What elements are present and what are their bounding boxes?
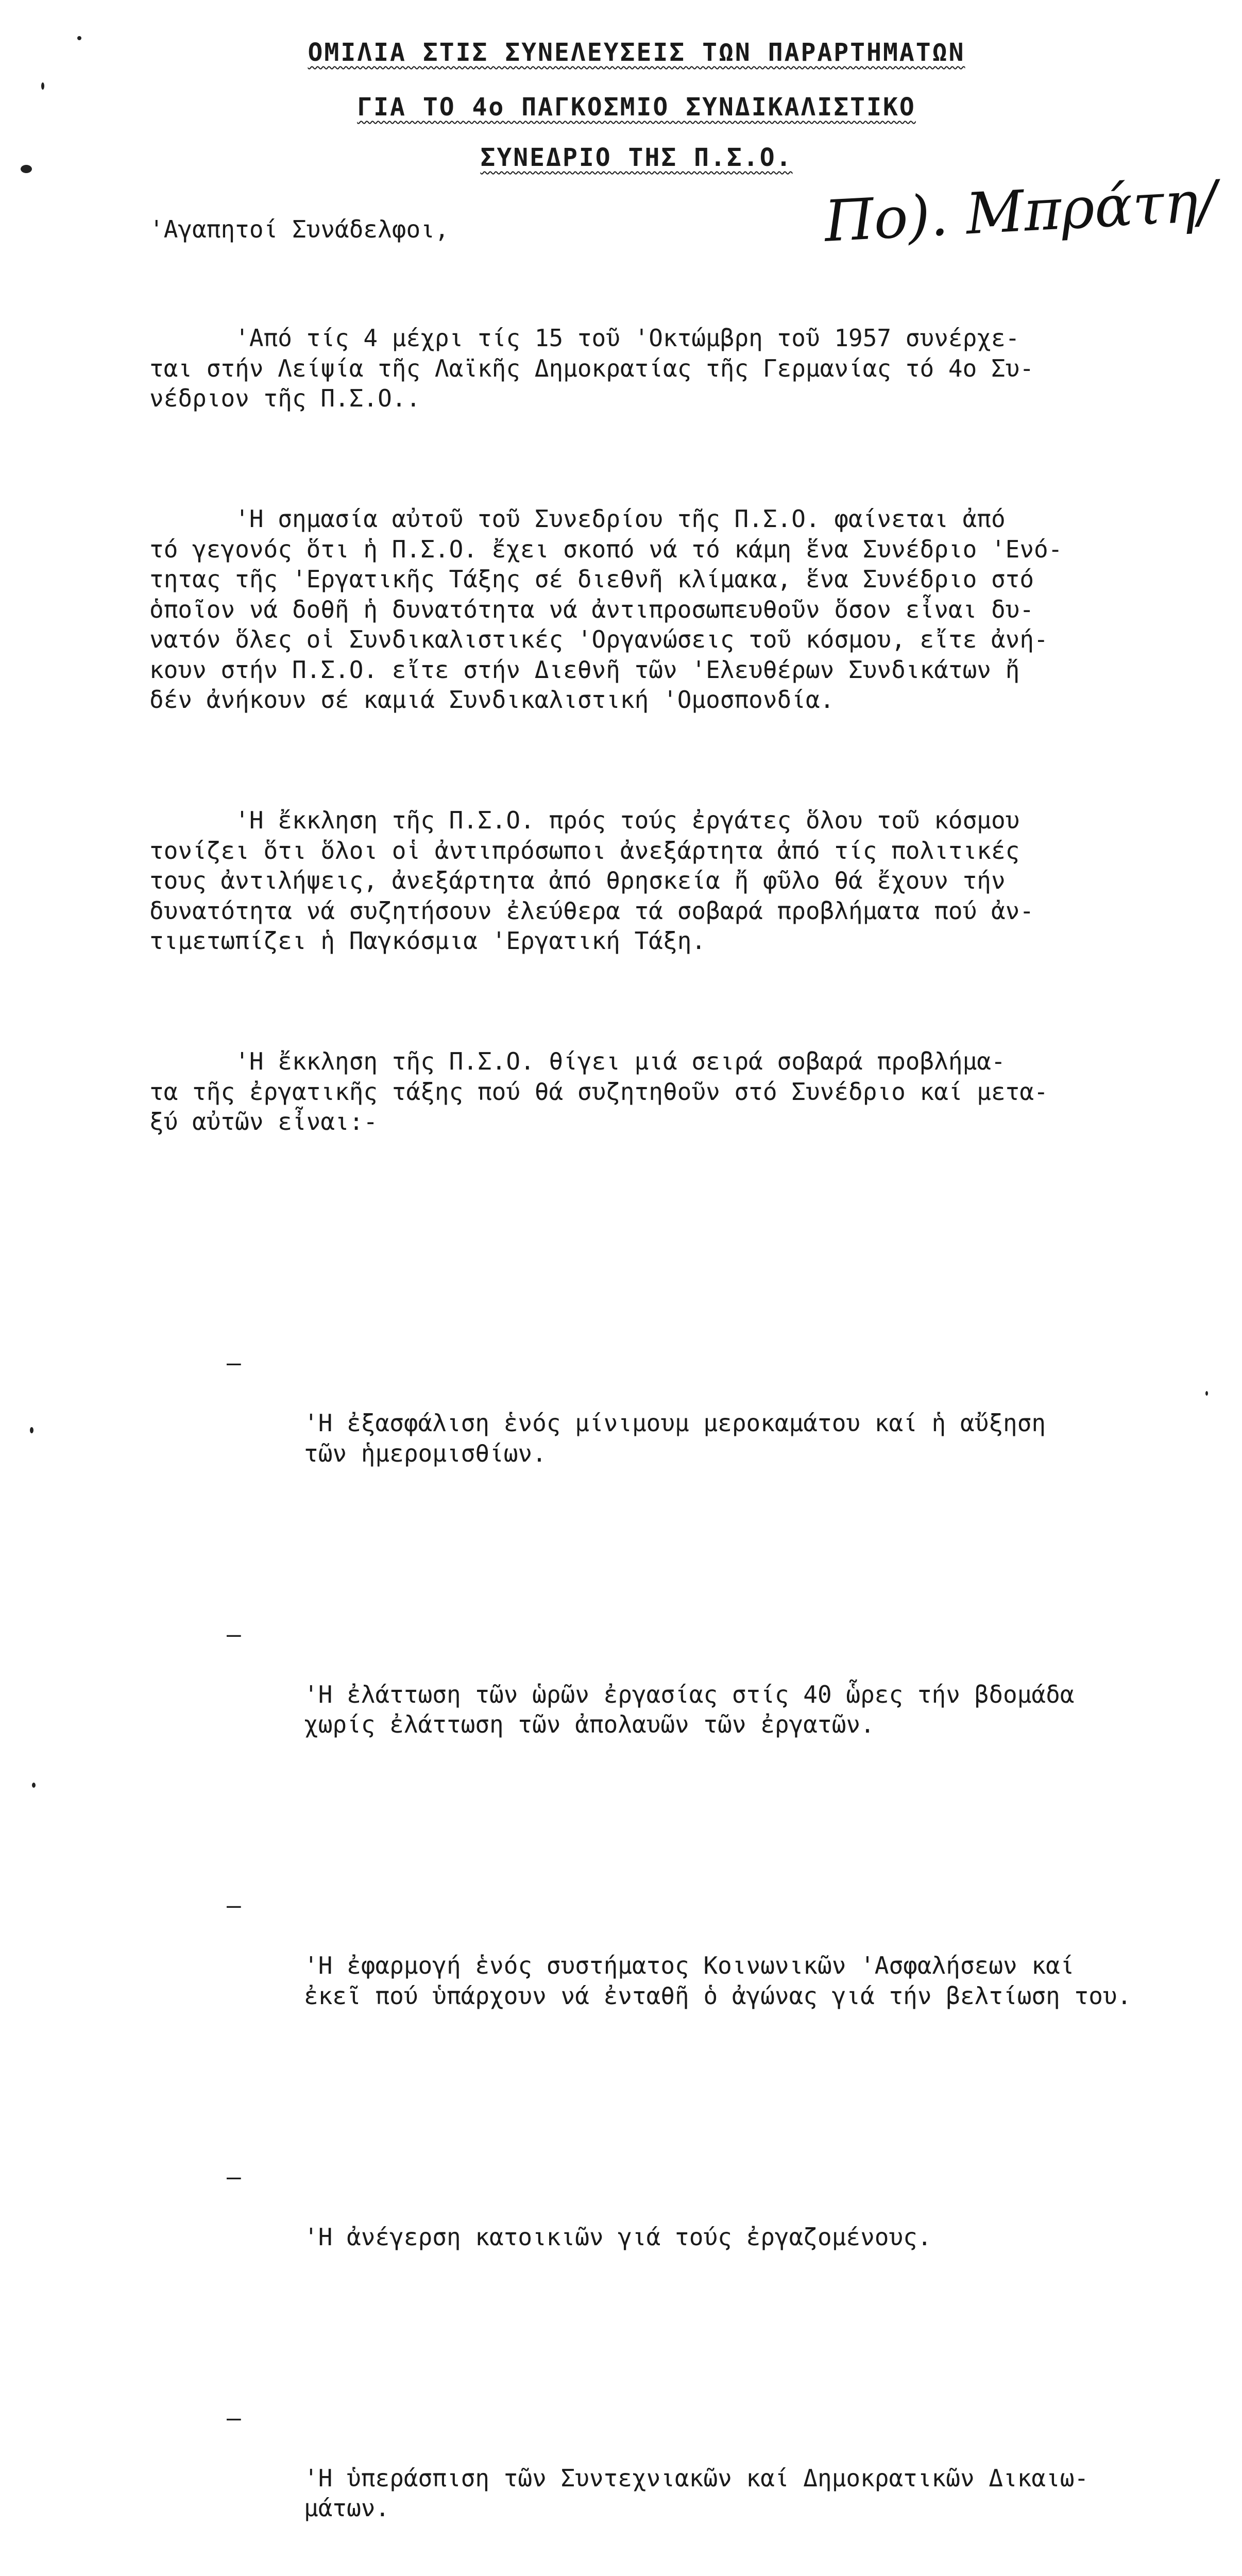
list-item-text: 'Η ἐξασφάλιση ἑνός μίνιμουμ μεροκαμάτου καί ἡ αὔξηση τῶν ἡμερομισθίων. xyxy=(304,1408,1221,1468)
paragraph-2: 'Η σημασία αὐτοῦ τοῦ Συνεδρίου τῆς Π.Σ.Ο. φαίνεται ἀπό τό γεγονός ὅτι ἡ Π.Σ.Ο. ἔχει σκοπό νά τό κάμη ἕνα Συνέδριο 'Ενό- τητας τῆς 'Εργατικῆς Τάξης σέ διεθνῆ κλίμακα, ἕνα Συνέδριο στό ὁποῖον νά δοθῆ ἡ δυνατότητα νά ἀντιπροσωπευθοῦν ὅσον εἶναι δυ- νατόν ὅλες οἱ Συνδικαλιστικές 'Οργανώσεις τοῦ κόσμου, εἴτε ἀνή- κουν στήν Π.Σ.Ο. εἴτε στήν Διεθνῆ τῶν 'Ελευθέρων Συνδικάτων ἤ δέν ἀνήκουν σέ καμιά Συνδικαλιστική 'Ομοσπονδία. xyxy=(149,504,1221,715)
scan-speck xyxy=(32,1783,36,1788)
handwritten-annotation: Πο). Μπράτη/ xyxy=(823,170,1218,252)
list-item-text: 'Η ἐλάττωση τῶν ὡρῶν ἐργασίας στίς 40 ὧρες τήν βδομάδα χωρίς ἐλάττωση τῶν ἀπολαυῶν τῶν ἐργατῶν. xyxy=(304,1680,1221,1740)
title-line-1: ΟΜΙΛΙΑ ΣΤΙΣ ΣΥΝΕΛΕΥΣΕΙΣ ΤΩΝ ΠΑΡΑΡΤΗΜΑΤΩΝ xyxy=(0,37,1242,68)
list-item-text: 'Η ἀνέγερση κατοικιῶν γιά τούς ἐργαζομένους. xyxy=(304,2222,1221,2252)
salutation: 'Αγαπητοί Συνάδελφοι, xyxy=(149,214,449,245)
paragraph-4: 'Η ἔκκληση τῆς Π.Σ.Ο. θίγει μιά σειρά σοβαρά προβλήμα- τα τῆς ἐργατικῆς τάξης πού θά συζητηθοῦν στό Συνέδριο καί μετα- ξύ αὐτῶν εἶναι:- xyxy=(149,1046,1221,1137)
bullet-dash: – xyxy=(227,2162,241,2192)
list-item xyxy=(149,1318,1221,1529)
list-item-text: 'Η ὑπεράσπιση τῶν Συντεχνιακῶν καί Δημοκρατικῶν Δικαιω- μάτων. xyxy=(304,2463,1221,2523)
bullet-dash: – xyxy=(227,1348,241,1378)
scan-speck xyxy=(41,82,44,90)
document-body xyxy=(149,263,1221,2576)
bullet-dash: – xyxy=(227,1890,241,1921)
list-item-text: 'Η ἐφαρμογή ἑνός συστήματος Κοινωνικῶν 'Ασφαλήσεων καί ἐκεῖ πού ὑπάρχουν νά ἐνταθῆ ὁ ἀγώνας γιά τήν βελτίωση του. xyxy=(304,1951,1221,2011)
title-line-3: ΣΥΝΕΔΡΙΟ ΤΗΣ Π.Σ.Ο. xyxy=(0,142,1242,173)
list-item xyxy=(149,2372,1221,2576)
paragraph-3: 'Η ἔκκληση τῆς Π.Σ.Ο. πρός τούς ἐργάτες ὅλου τοῦ κόσμου τονίζει ὅτι ὅλοι οἱ ἀντιπρόσωποι ἀνεξάρτητα ἀπό τίς πολιτικές τους ἀντιλήψεις, ἀνεξάρτητα ἀπό θρησκεία ἤ φῦλο θά ἔχουν τήν δυνατότητα νά συζητήσουν ἐλεύθερα τά σοβαρά προβλήματα πού ἀν- τιμετωπίζει ἡ Παγκόσμια 'Εργατική Τάξη. xyxy=(149,805,1221,956)
title-line-2: ΓΙΑ ΤΟ 4ο ΠΑΓΚΟΣΜΙΟ ΣΥΝΔΙΚΑΛΙΣΤΙΚΟ xyxy=(0,92,1242,123)
list-item xyxy=(149,2131,1221,2312)
list-item xyxy=(149,1589,1221,1800)
scan-speck xyxy=(1205,1391,1208,1396)
paragraph-1: 'Από τίς 4 μέχρι τίς 15 τοῦ 'Οκτώμβρη τοῦ 1957 συνέρχε- ται στήν Λείψία τῆς Λαϊκῆς Δημοκρατίας τῆς Γερμανίας τό 4ο Συ- νέδριον τῆς Π.Σ.Ο.. xyxy=(149,323,1221,414)
demands-list xyxy=(149,1258,1221,2576)
bullet-dash: – xyxy=(227,2403,241,2433)
scan-speck xyxy=(21,165,32,173)
list-item xyxy=(149,1860,1221,2072)
scan-speck xyxy=(77,36,81,40)
bullet-dash: – xyxy=(227,1619,241,1650)
scan-speck xyxy=(30,1427,33,1433)
